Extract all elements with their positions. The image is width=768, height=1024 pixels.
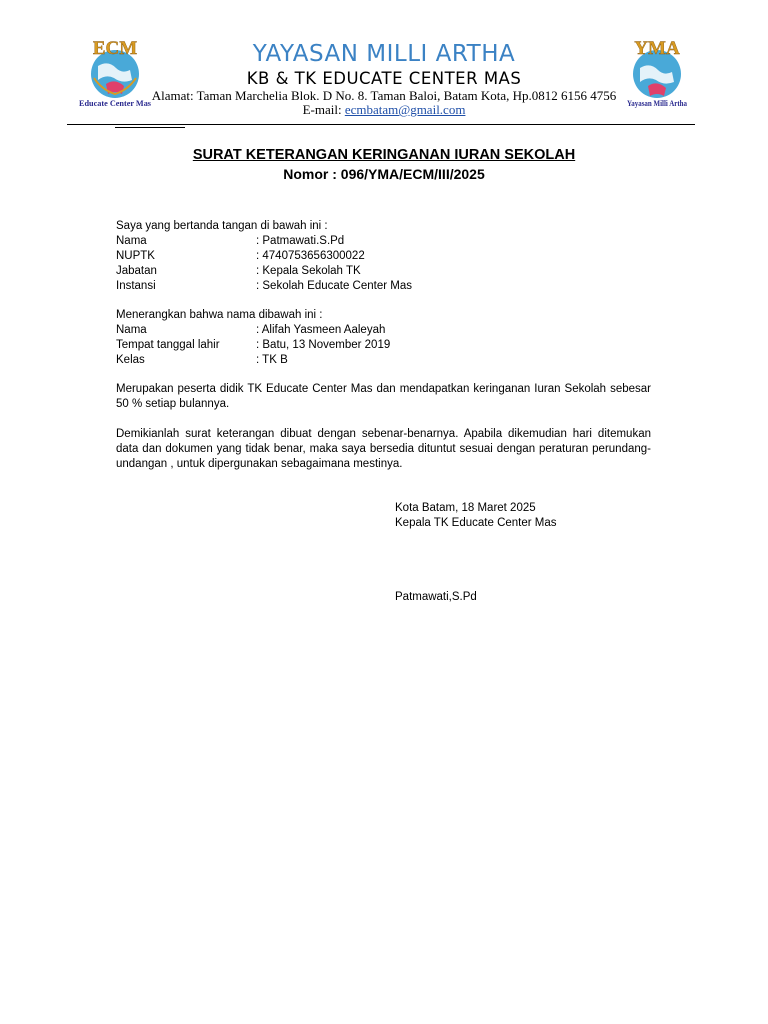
email-link[interactable]: ecmbatam@gmail.com [344,102,466,117]
letterhead-divider [67,124,695,125]
foundation-name: YAYASAN MILLI ARTHA [252,41,516,67]
school-email-line [0,102,768,118]
email-label: E-mail: [302,102,345,117]
signer-intro: Saya yang bertanda tangan di bawah ini : [116,220,328,232]
svg-text:ECM: ECM [92,38,138,59]
school-name: KB & TK EDUCATE CENTER MAS [246,69,522,88]
field-value: : TK B [256,354,288,366]
field-value: : Sekolah Educate Center Mas [256,280,412,292]
svg-text:YMA: YMA [634,38,680,59]
field-value: : Batu, 13 November 2019 [256,339,391,351]
signer-row [116,279,651,294]
field-label: Nama [116,235,147,247]
field-label: Kelas [116,354,145,366]
field-label: Jabatan [116,265,157,277]
sign-position: Kepala TK Educate Center Mas [395,517,557,529]
student-row [116,353,651,368]
field-label: Instansi [116,280,156,292]
student-row [116,338,651,353]
field-value: : Patmawati.S.Pd [256,235,345,247]
student-row [116,323,651,338]
field-label: Nama [116,324,147,336]
place-date: Kota Batam, 18 Maret 2025 [395,502,536,514]
field-label: NUPTK [116,250,155,262]
school-address: Alamat: Taman Marchelia Blok. D No. 8. Taman Baloi, Batam Kota, Hp.0812 6156 4756 [151,88,617,103]
signer-row [116,249,651,264]
letter-title: SURAT KETERANGAN KERINGANAN IURAN SEKOLAH [192,147,576,163]
letterhead-divider-accent [115,127,185,128]
field-value: : Alifah Yasmeen Aaleyah [256,324,386,336]
student-intro: Menerangkan bahwa nama dibawah ini : [116,309,323,321]
letter-number: Nomor : 096/YMA/ECM/III/2025 [283,166,485,182]
field-label: Tempat tanggal lahir [116,339,220,351]
signer-section [116,219,651,294]
signer-row [116,264,651,279]
field-value: : 4740753656300022 [256,250,365,262]
signer-row [116,234,651,249]
svg-text:Educate Center Mas: Educate Center Mas [79,99,151,108]
student-section [116,308,651,368]
closing-paragraph: Demikianlah surat keterangan dibuat dengan sebenar-benarnya. Apabila dikemudian hari ditemukan data dan dokumen yang tidak benar, maka saya bersedia dituntut sesuai dengan peraturan perundang-undangan , untuk dipergunakan sebagaimana mestinya. [116,428,651,470]
svg-text:Yayasan Milli Artha: Yayasan Milli Artha [627,99,687,108]
sign-name: Patmawati,S.Pd [395,591,477,603]
statement-paragraph: Merupakan peserta didik TK Educate Center Mas dan mendapatkan keringanan Iuran Sekolah sebesar 50 % setiap bulannya. [116,383,651,410]
field-value: : Kepala Sekolah TK [256,265,361,277]
